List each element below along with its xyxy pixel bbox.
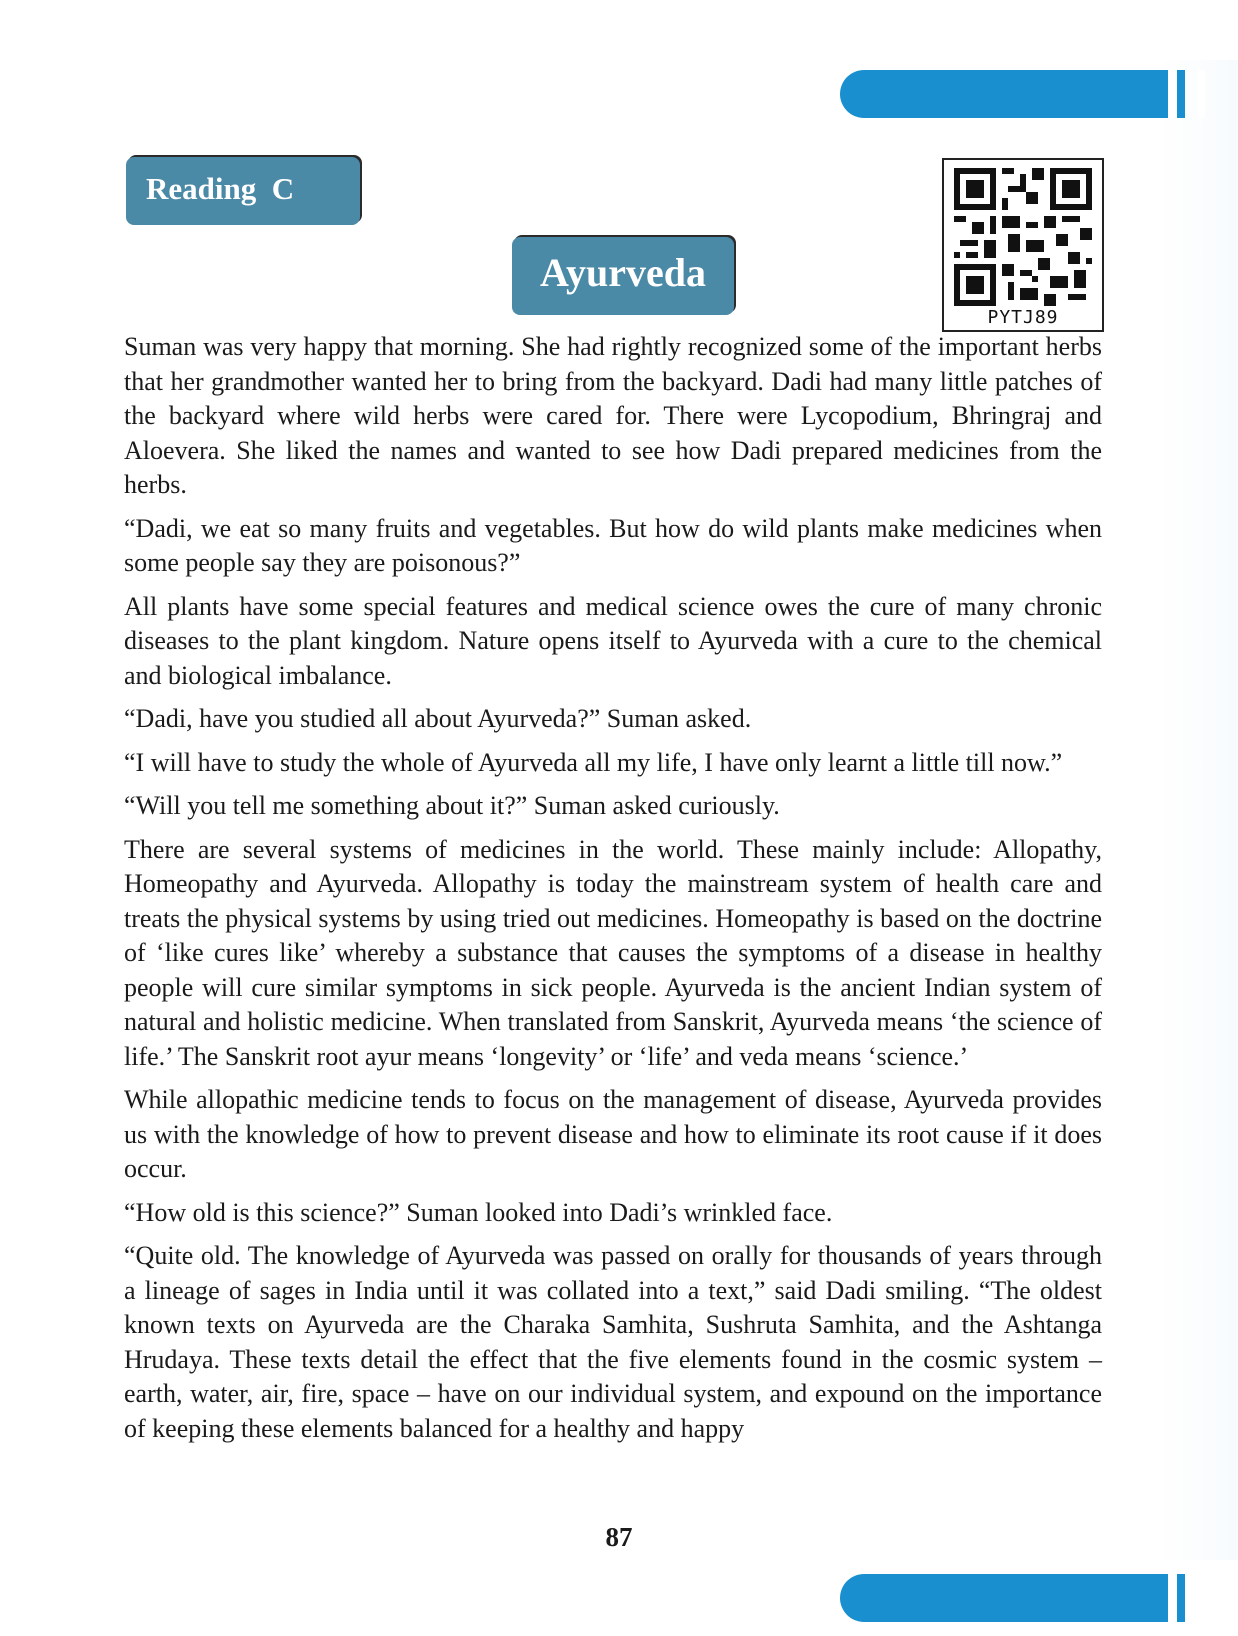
- bottom-band-stripe: [1168, 1574, 1177, 1622]
- paragraph: “Will you tell me something about it?” Suman asked curiously.: [124, 791, 780, 820]
- paragraph: “Dadi, have you studied all about Ayurveda?” Suman asked.: [124, 704, 752, 733]
- qr-code-icon: [954, 168, 1092, 306]
- paragraph: “Dadi, we eat so many fruits and vegetables. But how do wild plants make medicines when some people say they are poisonous?”: [124, 513, 1102, 577]
- paragraph: “How old is this science?” Suman looked into Dadi’s wrinkled face.: [124, 1197, 833, 1227]
- top-band-stripe: [1198, 70, 1205, 118]
- paragraph: While allopathic medicine tends to focus on the management of disease, Ayurveda provides us with the knowledge of how to prevent disease and how to eliminate its root cause if it does occur.: [124, 1085, 1102, 1183]
- section-label-box: [126, 157, 360, 225]
- title-box: [512, 237, 734, 315]
- qr-code[interactable]: [942, 158, 1104, 332]
- section-label: Reading C: [146, 171, 295, 206]
- bottom-band-stripe: [1198, 1574, 1205, 1622]
- bottom-decorative-band: [840, 1574, 1185, 1622]
- top-fade: [1158, 60, 1238, 1560]
- top-band-stripe: [1168, 70, 1177, 118]
- qr-code-label: PYTJ89: [987, 307, 1059, 328]
- page-number: 87: [605, 1522, 633, 1552]
- paragraph: “Quite old. The knowledge of Ayurveda was passed on orally for thousands of years through a lineage of sages in India until it was collated into a text,” said Dadi smiling. “The oldest known texts on Ayurveda are the Charaka Samhita, Sushruta Samhita, and the Ashtanga Hrudaya. These texts detail the effect that the five elements found in the cosmic system – earth, water, air, fire, space – have on our individual system, and expound on the importance of keeping these elements balanced for a healthy and happy: [124, 1241, 1102, 1443]
- paragraph: There are several systems of medicines in the world. These mainly include: Allopathy, Homeopathy and Ayurveda. Allopathy is today the mainstream system of health care and treats the physical systems by using tried out medicines. Homeopathy is based on the doctrine of ‘like cures like’ whereby a substance that causes the symptoms of a disease in healthy people will cure similar symptoms in sick people. Ayurveda is the ancient Indian system of natural and holistic medicine. When translated from Sanskrit, Ayurveda means ‘the science of life.’ The Sanskrit root ayur means ‘longevity’ or ‘life’ and veda means ‘science.’: [124, 834, 1102, 1071]
- paragraph: All plants have some special features and medical science owes the cure of many chronic diseases to the plant kingdom. Nature opens itself to Ayurveda with a cure to the chemical and biological imbalance.: [124, 591, 1102, 690]
- body-text: [124, 330, 1102, 1455]
- paragraph: “I will have to study the whole of Ayurveda all my life, I have only learnt a little till now.”: [124, 747, 1063, 777]
- top-decorative-band: [840, 70, 1185, 118]
- page-title: Ayurveda: [540, 250, 706, 295]
- paragraph: Suman was very happy that morning. She had rightly recognized some of the important herbs that her grandmother wanted her to bring from the backyard. Dadi had many little patches of the backyard where wild herbs were cared for. There were Lycopodium, Bhringraj and Aloevera. She liked the names and wanted to see how Dadi prepared medicines from the herbs.: [124, 332, 1102, 499]
